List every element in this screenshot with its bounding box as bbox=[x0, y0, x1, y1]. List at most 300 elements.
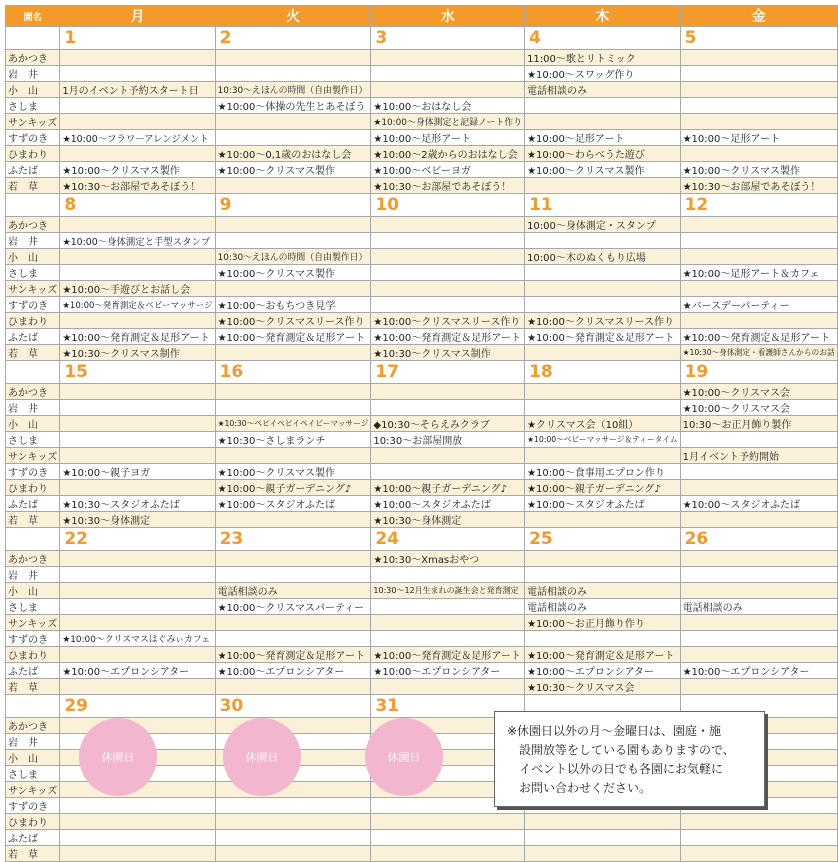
event-cell bbox=[60, 146, 215, 162]
facility-row bbox=[6, 249, 838, 265]
event-cell: ★10:00～クリスマス製作 bbox=[215, 464, 371, 480]
event-cell bbox=[371, 281, 525, 297]
event-cell bbox=[680, 480, 837, 496]
event-cell: ★10:00～親子ヨガ bbox=[60, 464, 215, 480]
date-number: 11 bbox=[525, 194, 681, 217]
facility-row bbox=[6, 647, 838, 663]
date-number: 17 bbox=[371, 361, 525, 384]
facility-name: 小 山 bbox=[6, 82, 60, 98]
event-cell: ★10:30～さしまランチ bbox=[215, 432, 371, 448]
date-number: 26 bbox=[680, 528, 837, 551]
date-number: 10 bbox=[371, 194, 525, 217]
event-cell: ★10:00～クリスマスリース作り bbox=[215, 313, 371, 329]
name-column-header: 園名 bbox=[6, 6, 60, 27]
closed-day-badge: 休園日 bbox=[79, 718, 157, 796]
facility-name: 小 山 bbox=[6, 416, 60, 432]
event-cell: ★10:00～足形アート＆カフェ bbox=[680, 265, 837, 281]
event-cell bbox=[60, 798, 215, 814]
facility-name: サンキッズ bbox=[6, 782, 60, 798]
facility-row bbox=[6, 345, 838, 361]
event-cell bbox=[60, 480, 215, 496]
event-cell: ★10:00～わらべうた遊び bbox=[525, 146, 681, 162]
event-cell bbox=[215, 233, 371, 249]
event-cell: ★10:00～おもちつき見学 bbox=[215, 297, 371, 313]
event-cell bbox=[60, 249, 215, 265]
facility-name: ひまわり bbox=[6, 647, 60, 663]
event-cell bbox=[215, 846, 371, 862]
facility-name: ひまわり bbox=[6, 146, 60, 162]
date-row bbox=[6, 528, 838, 551]
event-cell bbox=[680, 567, 837, 583]
event-cell: ★10:30～身体測定・看護師さんからのお話 bbox=[680, 345, 837, 361]
event-cell: ★10:30～お部屋であそぼう！ bbox=[680, 178, 837, 194]
facility-row bbox=[6, 846, 838, 862]
date-number: 12 bbox=[680, 194, 837, 217]
facility-row bbox=[6, 233, 838, 249]
event-cell bbox=[215, 448, 371, 464]
date-number bbox=[525, 695, 681, 718]
event-cell bbox=[525, 512, 681, 528]
event-cell: 電話相談のみ bbox=[215, 583, 371, 599]
event-cell bbox=[215, 281, 371, 297]
date-row bbox=[6, 361, 838, 384]
event-cell bbox=[215, 551, 371, 567]
event-cell bbox=[680, 647, 837, 663]
event-cell bbox=[680, 631, 837, 647]
facility-name: すずのき bbox=[6, 297, 60, 313]
event-cell bbox=[371, 82, 525, 98]
facility-name: 若 草 bbox=[6, 846, 60, 862]
event-cell bbox=[680, 679, 837, 695]
event-cell: 10:30～えほんの時間（自由製作日） bbox=[215, 249, 371, 265]
event-cell: ★10:00～クリスマス製作 bbox=[525, 162, 681, 178]
facility-row bbox=[6, 512, 838, 528]
event-cell bbox=[680, 718, 837, 734]
event-cell: ★10:30～クリスマス会 bbox=[525, 679, 681, 695]
closed-day-badge: 休園日 bbox=[223, 718, 301, 796]
facility-name: ふたば bbox=[6, 162, 60, 178]
event-cell: ★10:00～クリスマス製作 bbox=[215, 162, 371, 178]
event-cell bbox=[371, 830, 525, 846]
event-cell: ★10:00～クリスマス会 bbox=[680, 384, 837, 400]
event-cell bbox=[371, 798, 525, 814]
event-cell bbox=[371, 464, 525, 480]
event-cell bbox=[60, 432, 215, 448]
event-cell bbox=[215, 631, 371, 647]
event-cell bbox=[680, 734, 837, 750]
facility-name: ひまわり bbox=[6, 814, 60, 830]
facility-row bbox=[6, 814, 838, 830]
event-cell bbox=[680, 249, 837, 265]
facility-row bbox=[6, 384, 838, 400]
event-cell: ★10:00～スワッグ作り bbox=[525, 66, 681, 82]
event-cell bbox=[525, 297, 681, 313]
facility-name: ひまわり bbox=[6, 480, 60, 496]
event-cell bbox=[215, 130, 371, 146]
facility-row bbox=[6, 567, 838, 583]
event-cell bbox=[680, 615, 837, 631]
date-number bbox=[680, 695, 837, 718]
event-cell bbox=[371, 233, 525, 249]
event-cell: ★10:00～身体測定と記録ノート作り bbox=[371, 114, 525, 130]
event-cell bbox=[60, 98, 215, 114]
event-cell bbox=[60, 782, 215, 798]
event-cell bbox=[371, 615, 525, 631]
event-cell: ★10:00～足形アート bbox=[680, 130, 837, 146]
facility-row bbox=[6, 750, 838, 766]
event-cell bbox=[60, 416, 215, 432]
event-cell bbox=[60, 114, 215, 130]
event-cell bbox=[60, 400, 215, 416]
event-cell: ★10:00～食事用エプロン作り bbox=[525, 464, 681, 480]
facility-row bbox=[6, 631, 838, 647]
event-cell bbox=[680, 82, 837, 98]
event-cell bbox=[680, 750, 837, 766]
event-cell bbox=[215, 782, 371, 798]
event-cell: ★10:00～2歳からのおはなし会 bbox=[371, 146, 525, 162]
facility-row bbox=[6, 146, 838, 162]
event-cell: ★10:30～クリスマス制作 bbox=[60, 345, 215, 361]
facility-row bbox=[6, 217, 838, 233]
facility-name: 若 草 bbox=[6, 679, 60, 695]
event-cell: ★10:00～クリスマス製作 bbox=[215, 265, 371, 281]
event-cell bbox=[525, 734, 681, 750]
event-cell bbox=[680, 766, 837, 782]
event-cell bbox=[371, 846, 525, 862]
event-cell bbox=[680, 281, 837, 297]
event-cell bbox=[525, 830, 681, 846]
facility-row bbox=[6, 82, 838, 98]
event-cell bbox=[371, 599, 525, 615]
event-cell bbox=[371, 297, 525, 313]
date-number: 18 bbox=[525, 361, 681, 384]
event-cell bbox=[680, 233, 837, 249]
event-cell bbox=[525, 281, 681, 297]
event-cell bbox=[215, 66, 371, 82]
event-cell bbox=[371, 400, 525, 416]
date-number: 3 bbox=[371, 27, 525, 50]
event-cell bbox=[680, 50, 837, 66]
event-cell: ★10:00～クリスマス製作 bbox=[60, 162, 215, 178]
event-cell bbox=[371, 766, 525, 782]
facility-name: ひまわり bbox=[6, 313, 60, 329]
date-number: 16 bbox=[215, 361, 371, 384]
event-cell: ★10:00～親子ガーデニング♪ bbox=[215, 480, 371, 496]
event-cell bbox=[525, 384, 681, 400]
event-cell bbox=[680, 432, 837, 448]
event-cell: ★10:00～クリスマス製作 bbox=[680, 162, 837, 178]
date-number: 4 bbox=[525, 27, 681, 50]
event-cell bbox=[215, 178, 371, 194]
event-cell: ★10:00～エプロンシアター bbox=[525, 663, 681, 679]
event-cell: 11:00～歌とリトミック bbox=[525, 50, 681, 66]
event-cell: ★10:00～クリスマスリース作り bbox=[525, 313, 681, 329]
facility-name: 若 草 bbox=[6, 178, 60, 194]
event-cell bbox=[60, 734, 215, 750]
event-cell: 電話相談のみ bbox=[525, 599, 681, 615]
event-cell bbox=[371, 384, 525, 400]
date-number: 2 bbox=[215, 27, 371, 50]
event-cell bbox=[371, 718, 525, 734]
event-cell: ★10:00～スタジオふたば bbox=[215, 496, 371, 512]
event-cell bbox=[680, 814, 837, 830]
event-cell bbox=[680, 830, 837, 846]
event-cell bbox=[60, 599, 215, 615]
event-cell bbox=[680, 798, 837, 814]
facility-row bbox=[6, 718, 838, 734]
event-cell bbox=[525, 265, 681, 281]
event-cell bbox=[371, 265, 525, 281]
facility-name: すずのき bbox=[6, 130, 60, 146]
facility-row bbox=[6, 496, 838, 512]
event-cell bbox=[525, 551, 681, 567]
event-cell bbox=[215, 750, 371, 766]
event-cell bbox=[680, 217, 837, 233]
facility-name: 岩 井 bbox=[6, 233, 60, 249]
event-cell: 電話相談のみ bbox=[680, 599, 837, 615]
facility-name: 若 草 bbox=[6, 345, 60, 361]
event-cell bbox=[60, 583, 215, 599]
event-cell bbox=[215, 50, 371, 66]
event-cell: ★10:00～おはなし会 bbox=[371, 98, 525, 114]
facility-row bbox=[6, 114, 838, 130]
weekday-wed: 水 bbox=[371, 6, 525, 27]
event-cell bbox=[371, 782, 525, 798]
facility-row bbox=[6, 464, 838, 480]
event-cell: ★10:00～スタジオふたば bbox=[371, 496, 525, 512]
facility-row bbox=[6, 416, 838, 432]
notice-line: イベント以外の日でも各園にお気軽に bbox=[519, 762, 724, 776]
event-cell bbox=[60, 448, 215, 464]
event-cell bbox=[371, 50, 525, 66]
facility-name: 岩 井 bbox=[6, 567, 60, 583]
notice-line: 設開放等をしている園もありますので、 bbox=[519, 743, 735, 757]
event-cell bbox=[60, 647, 215, 663]
event-cell bbox=[60, 567, 215, 583]
facility-name: 小 山 bbox=[6, 583, 60, 599]
event-cell bbox=[525, 631, 681, 647]
event-cell: ★10:00～クリスマスはぐみぃカフェ bbox=[60, 631, 215, 647]
event-cell: ★10:00～発育測定＆足形アート bbox=[680, 329, 837, 345]
event-cell bbox=[525, 750, 681, 766]
weekday-mon: 月 bbox=[60, 6, 215, 27]
facility-row bbox=[6, 265, 838, 281]
event-cell bbox=[215, 766, 371, 782]
event-cell: ★10:00～発育測定＆足形アート bbox=[60, 329, 215, 345]
event-cell bbox=[60, 846, 215, 862]
event-cell: 電話相談のみ bbox=[525, 82, 681, 98]
event-cell: ★10:00～お正月飾り作り bbox=[525, 615, 681, 631]
date-row-spacer bbox=[6, 194, 60, 217]
facility-name: サンキッズ bbox=[6, 615, 60, 631]
event-cell: ★10:00～発育測定＆足形アート bbox=[215, 329, 371, 345]
facility-name: あかつき bbox=[6, 384, 60, 400]
event-cell bbox=[525, 114, 681, 130]
facility-name: 岩 井 bbox=[6, 66, 60, 82]
facility-name: サンキッズ bbox=[6, 281, 60, 297]
event-cell bbox=[371, 679, 525, 695]
facility-name: すずのき bbox=[6, 631, 60, 647]
event-cell bbox=[215, 567, 371, 583]
event-cell: 1月イベント予約開始 bbox=[680, 448, 837, 464]
event-cell bbox=[371, 567, 525, 583]
event-cell bbox=[215, 814, 371, 830]
event-cell: ★10:00～ベビーヨガ bbox=[371, 162, 525, 178]
facility-row bbox=[6, 448, 838, 464]
event-cell bbox=[680, 846, 837, 862]
event-cell bbox=[525, 567, 681, 583]
event-cell bbox=[215, 512, 371, 528]
notice-line: お問い合わせください。 bbox=[519, 781, 652, 795]
event-cell: ★10:00～身体測定と手型スタンプ bbox=[60, 233, 215, 249]
event-cell bbox=[525, 178, 681, 194]
event-cell bbox=[60, 766, 215, 782]
event-cell: 10:30～お部屋開放 bbox=[371, 432, 525, 448]
event-cell: 電話相談のみ bbox=[525, 583, 681, 599]
event-cell: ★10:00～発育測定＆足形アート bbox=[215, 647, 371, 663]
facility-name: さしま bbox=[6, 265, 60, 281]
date-number: 1 bbox=[60, 27, 215, 50]
facility-row bbox=[6, 766, 838, 782]
event-cell: ★10:30～お部屋であそぼう！ bbox=[371, 178, 525, 194]
facility-name: あかつき bbox=[6, 718, 60, 734]
event-cell bbox=[215, 400, 371, 416]
event-cell bbox=[680, 146, 837, 162]
event-cell bbox=[525, 400, 681, 416]
event-cell: ★10:00～発育測定＆足形アート bbox=[525, 329, 681, 345]
header-row bbox=[6, 6, 838, 27]
facility-row bbox=[6, 178, 838, 194]
event-cell bbox=[215, 830, 371, 846]
event-cell: 10:00～身体測定・スタンプ bbox=[525, 217, 681, 233]
event-cell bbox=[525, 846, 681, 862]
event-cell bbox=[60, 551, 215, 567]
event-cell bbox=[60, 313, 215, 329]
event-cell: ★10:00～発育測定＆足形アート bbox=[371, 329, 525, 345]
facility-name: すずのき bbox=[6, 464, 60, 480]
facility-name: ふたば bbox=[6, 496, 60, 512]
event-cell: ★10:00～0,1歳のおはなし会 bbox=[215, 146, 371, 162]
facility-name: さしま bbox=[6, 599, 60, 615]
event-cell bbox=[60, 384, 215, 400]
event-cell bbox=[371, 66, 525, 82]
event-cell: ★10:30～身体測定 bbox=[371, 512, 525, 528]
event-cell bbox=[680, 782, 837, 798]
facility-name: ふたば bbox=[6, 329, 60, 345]
event-cell bbox=[525, 798, 681, 814]
event-cell: 10:30～えほんの時間（自由製作日） bbox=[215, 82, 371, 98]
event-cell bbox=[371, 631, 525, 647]
event-cell: ★10:00～発育測定＆ベビーマッサージ bbox=[60, 297, 215, 313]
event-cell bbox=[680, 551, 837, 567]
date-number: 23 bbox=[215, 528, 371, 551]
event-cell: ★10:00～手遊びとお話し会 bbox=[60, 281, 215, 297]
event-cell bbox=[371, 249, 525, 265]
date-number: 19 bbox=[680, 361, 837, 384]
event-cell bbox=[680, 66, 837, 82]
facility-row bbox=[6, 480, 838, 496]
event-cell: ★10:00～クリスマス会 bbox=[680, 400, 837, 416]
event-cell bbox=[60, 814, 215, 830]
event-cell: ★バースデーパーティー bbox=[680, 297, 837, 313]
event-cell bbox=[525, 448, 681, 464]
event-cell bbox=[215, 114, 371, 130]
event-cell bbox=[215, 345, 371, 361]
event-cell bbox=[60, 50, 215, 66]
facility-row bbox=[6, 66, 838, 82]
date-number: 22 bbox=[60, 528, 215, 551]
date-row-spacer bbox=[6, 695, 60, 718]
date-row bbox=[6, 27, 838, 50]
facility-row bbox=[6, 663, 838, 679]
event-cell bbox=[60, 830, 215, 846]
facility-row bbox=[6, 297, 838, 313]
date-number: 24 bbox=[371, 528, 525, 551]
event-cell bbox=[680, 98, 837, 114]
event-cell bbox=[525, 782, 681, 798]
facility-name: サンキッズ bbox=[6, 448, 60, 464]
event-cell bbox=[371, 750, 525, 766]
event-cell: ★10:00～親子ガーデニング♪ bbox=[371, 480, 525, 496]
facility-row bbox=[6, 400, 838, 416]
event-cell: ★10:00～足形アート bbox=[371, 130, 525, 146]
date-row-spacer bbox=[6, 528, 60, 551]
event-cell bbox=[680, 114, 837, 130]
date-number: 15 bbox=[60, 361, 215, 384]
event-cell: ★10:00～スタジオふたば bbox=[680, 496, 837, 512]
facility-row bbox=[6, 782, 838, 798]
event-cell: ★10:30～クリスマス制作 bbox=[371, 345, 525, 361]
event-cell: ★10:00～フラワーアレンジメント bbox=[60, 130, 215, 146]
event-cell: ★10:00～クリスマスパーティー bbox=[215, 599, 371, 615]
closed-day-badge: 休園日 bbox=[365, 718, 443, 796]
facility-row bbox=[6, 162, 838, 178]
facility-row bbox=[6, 432, 838, 448]
date-row-spacer bbox=[6, 27, 60, 50]
facility-row bbox=[6, 599, 838, 615]
event-cell: ★10:00～エプロンシアター bbox=[371, 663, 525, 679]
event-cell bbox=[525, 345, 681, 361]
facility-name: 小 山 bbox=[6, 249, 60, 265]
facility-name: ふたば bbox=[6, 830, 60, 846]
event-cell bbox=[525, 233, 681, 249]
facility-row bbox=[6, 798, 838, 814]
event-cell bbox=[371, 448, 525, 464]
event-cell bbox=[680, 464, 837, 480]
event-cell: 1月のイベント予約スタート日 bbox=[60, 82, 215, 98]
facility-name: 岩 井 bbox=[6, 400, 60, 416]
event-cell bbox=[371, 217, 525, 233]
event-cell bbox=[371, 814, 525, 830]
date-number: 9 bbox=[215, 194, 371, 217]
event-cell: ★10:00～足形アート bbox=[525, 130, 681, 146]
event-cell: 10:30～お正月飾り製作 bbox=[680, 416, 837, 432]
event-cell bbox=[525, 814, 681, 830]
facility-row bbox=[6, 679, 838, 695]
event-cell: ★10:30～お部屋であそぼう！ bbox=[60, 178, 215, 194]
facility-row bbox=[6, 734, 838, 750]
event-cell: ★10:00～クリスマスリース作り bbox=[371, 313, 525, 329]
event-cell bbox=[215, 384, 371, 400]
event-cell: ★10:00～エプロンシアター bbox=[680, 663, 837, 679]
facility-name: 岩 井 bbox=[6, 734, 60, 750]
date-number: 31 bbox=[371, 695, 525, 718]
event-cell bbox=[215, 734, 371, 750]
event-cell bbox=[60, 66, 215, 82]
event-cell: 10:30～12月生まれの誕生会と発育測定 bbox=[371, 583, 525, 599]
event-calendar bbox=[5, 5, 838, 862]
facility-name: 小 山 bbox=[6, 750, 60, 766]
